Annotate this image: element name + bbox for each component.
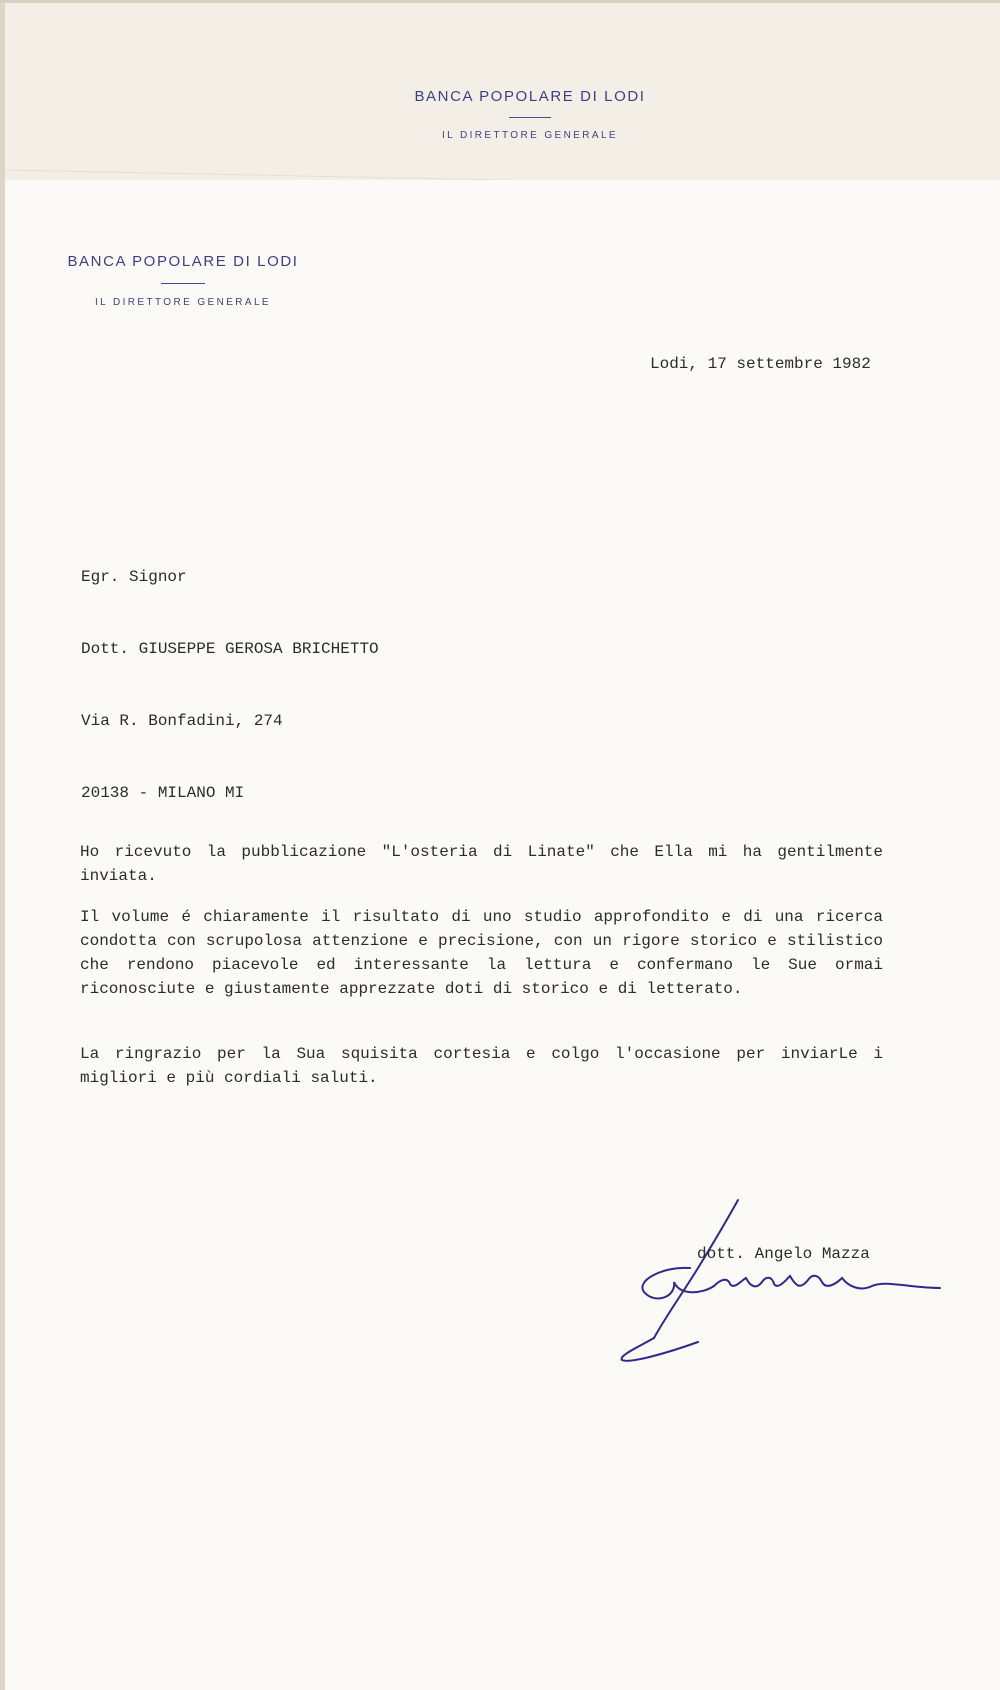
- envelope-director-title: IL DIRETTORE GENERALE: [442, 130, 618, 141]
- envelope-letterhead-rule: [509, 117, 551, 118]
- bank-name: BANCA POPOLARE DI LODI: [67, 253, 299, 270]
- envelope-bank-name: BANCA POPOLARE DI LODI: [414, 88, 646, 105]
- signatory-name: dott. Angelo Mazza: [697, 1245, 870, 1263]
- body-paragraph-1: Ho ricevuto la pubblicazione "L'osteria di Linate" che Ella mi ha gentilmente inviata.: [80, 843, 883, 885]
- envelope-letterhead: [380, 88, 680, 141]
- handwritten-signature: [610, 1190, 950, 1380]
- recipient-name: Dott. GIUSEPPE GEROSA BRICHETTO: [81, 640, 379, 658]
- paper-edge: [0, 0, 5, 1690]
- director-title: IL DIRETTORE GENERALE: [95, 297, 271, 308]
- salutation: Egr. Signor: [81, 568, 187, 586]
- letterhead: [48, 253, 318, 308]
- recipient-address: [81, 517, 379, 829]
- body-paragraph-3: La ringrazio per la Sua squisita cortesia e colgo l'occasione per inviarLe i migliori e più cordiali saluti.: [80, 1045, 883, 1087]
- letterhead-rule: [161, 283, 205, 284]
- paper-top-edge: [0, 0, 1000, 3]
- recipient-city: 20138 - MILANO MI: [81, 784, 245, 802]
- recipient-street: Via R. Bonfadini, 274: [81, 712, 283, 730]
- body-paragraph-2: Il volume é chiaramente il risultato di uno studio approfondito e di una ricerca condotta con scrupolosa attenzione e precisione, con un rigore storico e stilistico che rendono piacevole ed interessante la lettura e confermano le Sue ormai riconosciute e giustamente apprezzate doti di storico e di letterato.: [80, 908, 883, 998]
- letter-date: Lodi, 17 settembre 1982: [650, 355, 871, 373]
